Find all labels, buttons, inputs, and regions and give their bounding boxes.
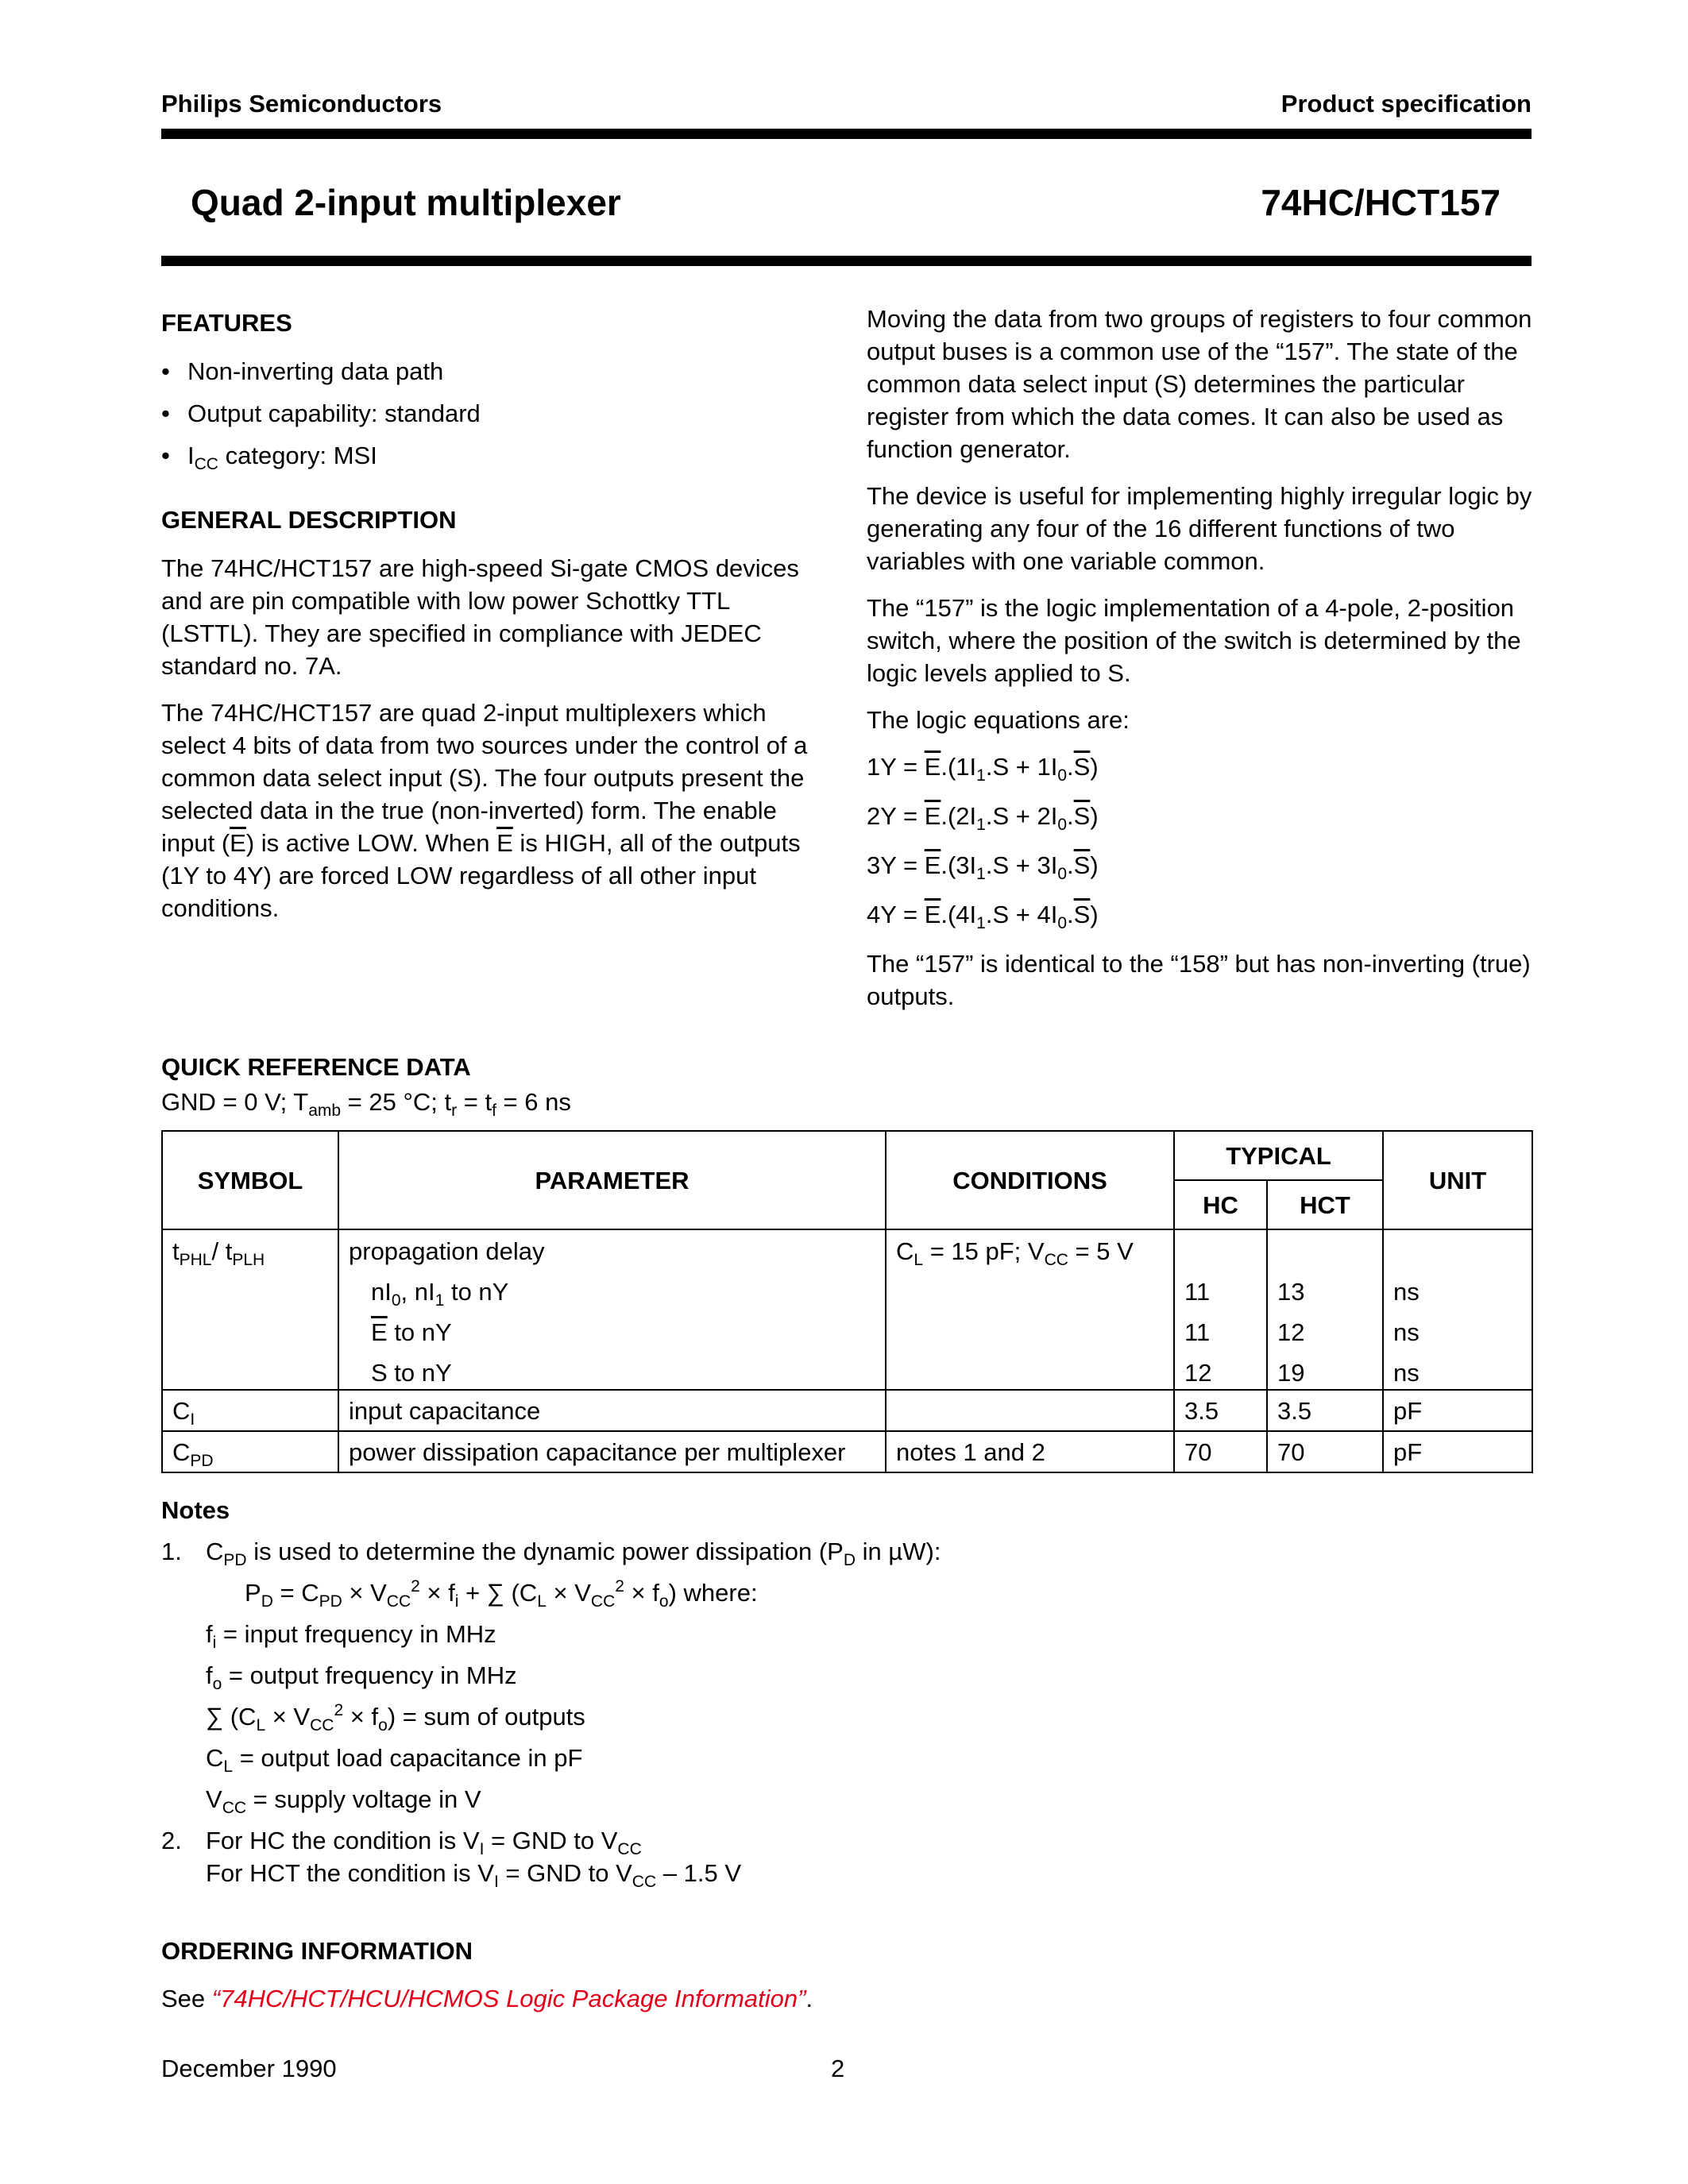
hct-value: 13 (1267, 1268, 1383, 1308)
formula-definition: $C_L$ = output load capacitance in pF (206, 1744, 583, 1776)
features-heading: FEATURES (161, 309, 292, 337)
parameter-cell: S to nY (338, 1349, 886, 1390)
column-header-conditions: CONDITIONS (886, 1131, 1174, 1229)
header-rule (161, 129, 1532, 139)
title-rule (161, 256, 1532, 266)
formula-definition: $f_o$ = output frequency in MHz (206, 1661, 517, 1693)
left-column (161, 307, 821, 939)
logic-equation: $4Y = \overline{E}.(4I_1.S + 4I_0.\overline{S})$ (867, 901, 1099, 932)
page-title: Quad 2-input multiplexer (191, 182, 621, 223)
table-row (162, 1229, 1532, 1268)
function-paragraph: The “157” is identical to the “158” but has non-inverting (true) outputs. (867, 950, 1531, 1010)
conditions-cell: $C_L = 15$ pF; $V_{CC} = 5$ V (886, 1229, 1174, 1390)
function-paragraph: Moving the data from two groups of registers to four common output buses is a common use of the “157”. The state of the common data select input (S) determines the particular register from which the data comes. It can also be used as function generator. (867, 305, 1532, 463)
general-description-heading: GENERAL DESCRIPTION (161, 506, 457, 534)
parameter-cell: $\overline{E}$ to nY (338, 1308, 886, 1349)
column-header-unit: UNIT (1383, 1131, 1532, 1229)
power-formula: $P_D = C_{PD} \times V_{CC}^2 \times f_i$ + ∑ $(C_L \times V_{CC}^2 \times f_o)$ where: (245, 1577, 758, 1611)
parameter-cell: power dissipation capacitance per multiplexer (338, 1431, 886, 1472)
description-paragraph: The 74HC/HCT157 are quad 2-input multiplexers which select 4 bits of data from two sources under the control of a common data select input (S). The four outputs present the selected data in the true (non-inverted) form. The enable input $(\overline{E})$ is active LOW. When $\overline{E}$ is HIGH, all of the outputs (1Y to 4Y) are forced LOW regardless of all other input conditions. (161, 699, 808, 922)
company-name: Philips Semiconductors (161, 90, 442, 118)
parameter-cell: input capacitance (338, 1390, 886, 1431)
hc-value: 11 (1174, 1268, 1267, 1308)
logic-equation: $3Y = \overline{E}.(3I_1.S + 3I_0.\overline{S})$ (867, 851, 1099, 883)
description-paragraph: The 74HC/HCT157 are high-speed Si-gate CMOS devices and are pin compatible with low power Schottky TTL (LSTTL). They are specified in compliance with JEDEC standard no. 7A. (161, 554, 799, 680)
notes-section (161, 1494, 1512, 1889)
page-number: 2 (831, 2055, 845, 2082)
hct-value: 3.5 (1267, 1390, 1383, 1431)
symbol-cell: $C_{PD}$ (162, 1431, 338, 1472)
document-type: Product specification (1280, 90, 1532, 118)
unit-value: pF (1383, 1390, 1532, 1431)
function-paragraph: The “157” is the logic implementation of a 4-pole, 2-position switch, where the position of the switch is determined by the logic levels applied to S. (867, 594, 1521, 687)
symbol-cell: $C_I$ (162, 1390, 338, 1431)
parameter-cell: $nI_0$, $nI_1$ to nY (338, 1268, 886, 1308)
hct-value: 70 (1267, 1431, 1383, 1472)
table-row (162, 1268, 1532, 1308)
table-row (162, 1308, 1532, 1349)
hc-value: 12 (1174, 1349, 1267, 1390)
unit-value: pF (1383, 1431, 1532, 1472)
notes-heading: Notes (161, 1496, 230, 1524)
symbol-cell: $t_{PHL}/$ $t_{PLH}$ (162, 1229, 338, 1390)
quick-reference-table (161, 1130, 1533, 1473)
logic-equation: $1Y = \overline{E}.(1I_1.S + 1I_0.\overline{S})$ (867, 753, 1099, 785)
feature-item: • Output capability: standard (161, 399, 481, 427)
feature-item: • Non-inverting data path (161, 357, 444, 385)
conditions-cell: notes 1 and 2 (886, 1431, 1174, 1472)
unit-value: ns (1383, 1268, 1532, 1308)
equations-intro: The logic equations are: (867, 706, 1130, 734)
unit-value: ns (1383, 1349, 1532, 1390)
function-paragraph: The device is useful for implementing highly irregular logic by generating any four of the 16 different functions of two variables with one variable common. (867, 482, 1532, 575)
quick-reference-heading: QUICK REFERENCE DATA (161, 1053, 471, 1081)
parameter-cell: propagation delay (338, 1229, 886, 1268)
note-item: 2. For HC the condition is $V_I$ = GND to $V_{CC}$ For HCT the condition is $V_I$ = GND to $V_{CC} - 1.5$ V (161, 1827, 741, 1891)
column-header-hc: HC (1174, 1180, 1267, 1229)
note-item: 1. $C_{PD}$ is used to determine the dynamic power dissipation ($P_D$ in µW): (161, 1538, 941, 1569)
hc-value: 70 (1174, 1431, 1267, 1472)
unit-value: ns (1383, 1308, 1532, 1349)
hc-value: 11 (1174, 1308, 1267, 1349)
ordering-text: See “74HC/HCT/HCU/HCMOS Logic Package Information”. (161, 1985, 813, 2012)
column-header-symbol: SYMBOL (162, 1131, 338, 1229)
formula-definition: ∑ $(C_L \times V_{CC}^2 \times f_o)$ = sum of outputs (206, 1701, 585, 1734)
formula-definition: $f_i$ = input frequency in MHz (206, 1620, 496, 1652)
conditions-cell (886, 1390, 1174, 1431)
formula-definition: $V_{CC}$ = supply voltage in V (206, 1785, 481, 1817)
column-header-typical: TYPICAL (1174, 1131, 1383, 1180)
ordering-heading: ORDERING INFORMATION (161, 1937, 473, 1965)
right-column (867, 303, 1534, 1027)
table-row (162, 1431, 1532, 1472)
quick-reference-conditions: GND = 0 V; $T_{amb} = 25$ °C; $t_r = t_f = 6$ ns (161, 1088, 571, 1120)
hct-value: 19 (1267, 1349, 1383, 1390)
hc-value: 3.5 (1174, 1390, 1267, 1431)
footer-date: December 1990 (161, 2055, 337, 2082)
table-row (162, 1349, 1532, 1390)
column-header-hct: HCT (1267, 1180, 1383, 1229)
logic-equation: $2Y = \overline{E}.(2I_1.S + 2I_0.\overline{S})$ (867, 802, 1099, 834)
column-header-parameter: PARAMETER (338, 1131, 886, 1229)
package-info-link[interactable]: “74HC/HCT/HCU/HCMOS Logic Package Information” (211, 1985, 806, 2012)
feature-item: • $I_{CC}$ category: MSI (161, 442, 377, 473)
hct-value: 12 (1267, 1308, 1383, 1349)
part-number: 74HC/HCT157 (1261, 182, 1501, 223)
table-row (162, 1390, 1532, 1431)
